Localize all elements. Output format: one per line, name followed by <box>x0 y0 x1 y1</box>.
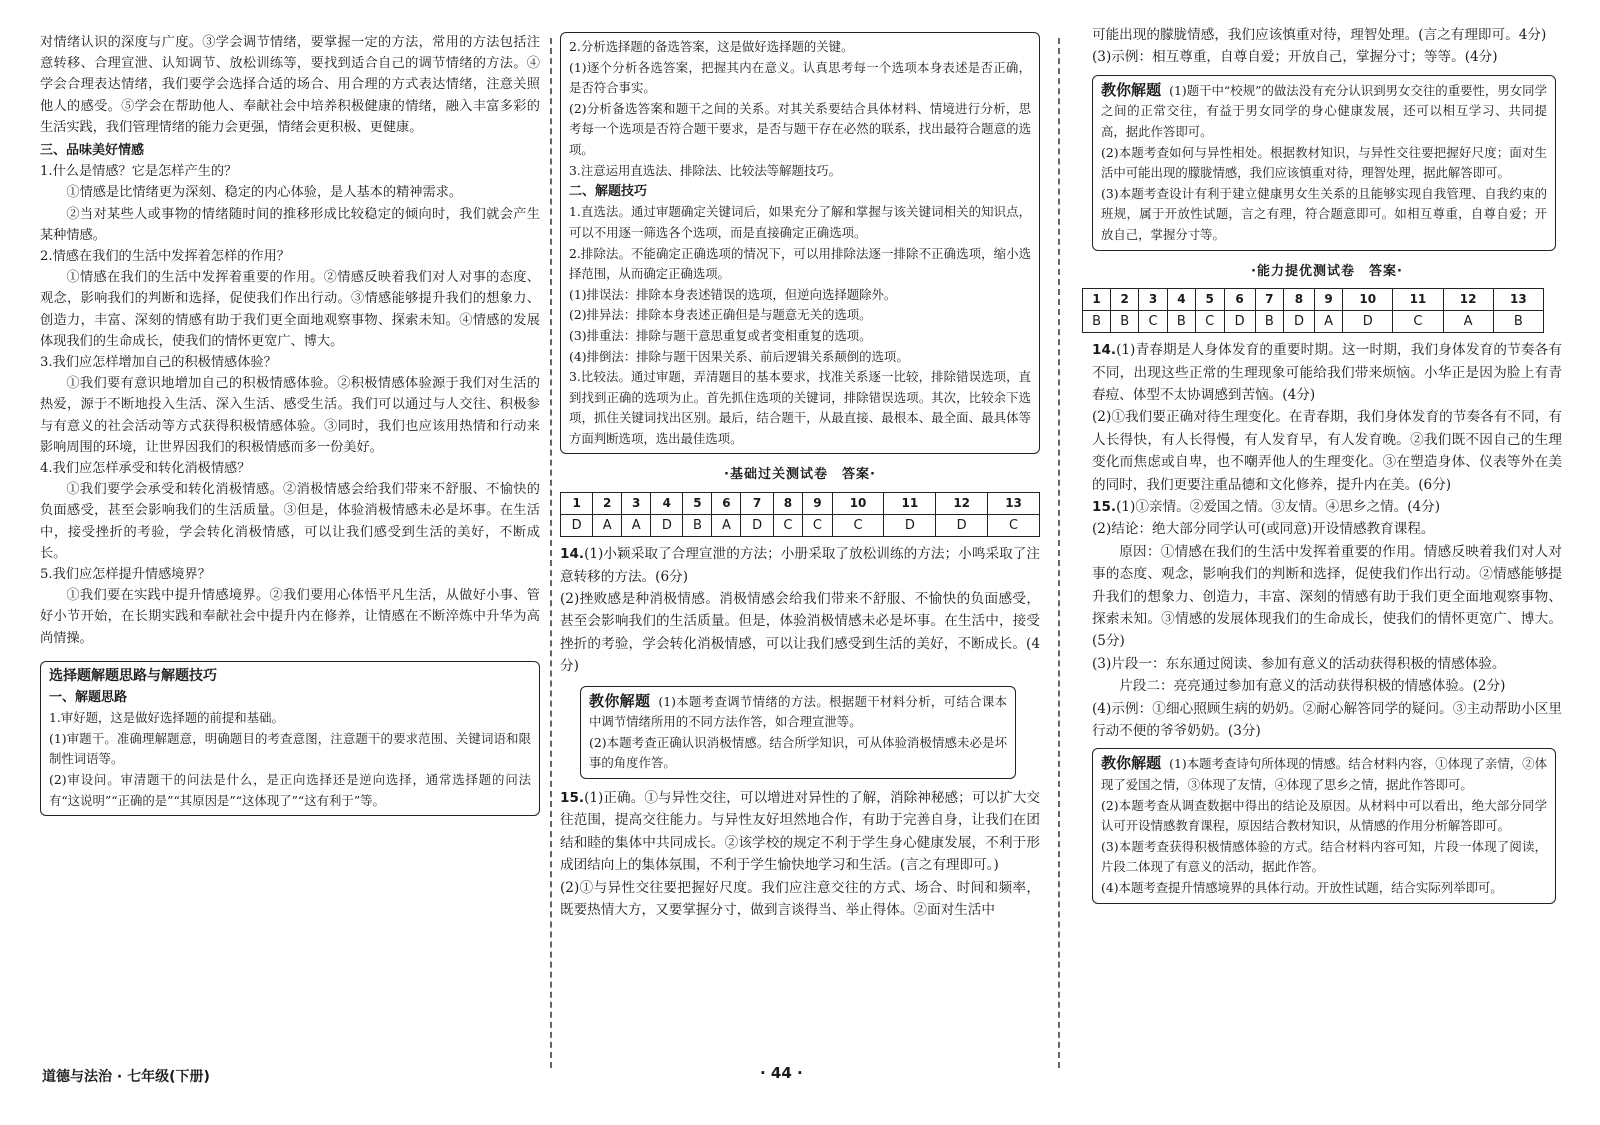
answer-15-part-1 <box>1092 496 1562 518</box>
solution-tip-line <box>589 691 1007 733</box>
answer-letter: B <box>1493 310 1543 332</box>
column-divider-left <box>550 38 552 1068</box>
question-2: 2.情感在我们的生活中发挥着怎样的作用？ <box>40 249 290 265</box>
question-number: 2 <box>593 492 622 514</box>
answer-letter: A <box>622 514 651 536</box>
solution-tip-line: (3)本题考查设计有利于建立健康男女生关系的且能够实现自我管理、自我约束的班规，属于开放性试题，言之有理，符合题意即可。如相互尊重，自尊自爱；开放自己，掌握分寸等。 <box>1101 185 1547 242</box>
question-number: 9 <box>1315 288 1343 310</box>
answer-15-part-3: (3)片段一：东东通过阅读、参加有意义的活动获得积极的情感体验。 <box>1092 655 1506 672</box>
answer-14-part-1-text: (1)小颖采取了合理宣泄的方法；小册采取了放松训练的方法；小鸣采取了注意转移的方法。(6分) <box>560 546 1040 585</box>
answer-1b: ②当对某些人或事物的情绪随时间的推移形成比较稳定的倾向时，我们就会产生某种情感。 <box>40 206 540 243</box>
question-number: 6 <box>1224 288 1255 310</box>
question-number: 6 <box>712 492 741 514</box>
answer-15-part-1-text: (1)正确。①与异性交往，可以增进对异性的了解，消除神秘感；可以扩大交往范围，提高交往能力。与异性友好坦然地合作，有助于完善自身，让我们在团结和睦的集体中共同成长。②该学校的规定不利于学生身心健康发展，不利于形成团结向上的集体氛围，不利于学生愉快地学习和生活。(言之有理即可。) <box>560 789 1040 874</box>
answer-table-answers-row <box>1083 310 1544 332</box>
answer-letter: A <box>593 514 622 536</box>
answer-letter: D <box>884 514 936 536</box>
tips-box-continued <box>560 32 1040 454</box>
question-number: 10 <box>832 492 884 514</box>
question-number-15: 15. <box>1092 499 1117 516</box>
answer-4: ①我们要学会承受和转化消极情感。②消极情感会给我们带来不舒服、不愉快的负面感受，甚至会影响我们的生活质量。③但是，体验消极情感未必是坏事。在生活中，接受挫折的考验，学会转化消极情感，可以让我们感受到生活的美好，不断成长。 <box>40 482 540 561</box>
tips-box-line: 1.审好题，这是做好选择题的前提和基础。 <box>49 710 284 726</box>
answer-letter: D <box>651 514 683 536</box>
solution-tip-line: (2)本题考查如何与异性相处。根据教材知识，与异性交往要把握好尺度；面对生活中可能出现的朦胧情感，我们应该慎重对待，理智处理，据此解答即可。 <box>1101 144 1547 181</box>
answer-14-part-1 <box>560 543 1040 588</box>
answer-letter: D <box>741 514 773 536</box>
question-number: 3 <box>1139 288 1168 310</box>
answer-14-part-1-text: (1)青春期是人身体发育的重要时期。这一时期，我们身体发育的节奏各有不同，出现这些正常的生理现象可能给我们带来烦恼。小华正是因为脸上有青春痘、体型不太协调感到苦恼。(4分) <box>1092 342 1562 403</box>
column-divider-right <box>1058 38 1060 1068</box>
question-number: 3 <box>622 492 651 514</box>
question-number: 13 <box>1493 288 1543 310</box>
basic-test-answer-table <box>560 492 1040 537</box>
answer-letter: A <box>1443 310 1493 332</box>
solution-tip-text: (1)题干中“校规”的做法没有充分认识到男女交往的重要性，男女同学之间的正常交往，有益于男女同学的身心健康发展，还可以相互学习、共同提高，据此作答即可。 <box>1101 82 1547 139</box>
question-number: 5 <box>683 492 712 514</box>
tips-box-line: 2.分析选择题的备选答案，这是做好选择题的关键。 <box>569 39 854 54</box>
tips-box-subheading: 一、解题思路 <box>49 690 128 706</box>
solution-tip-box <box>1092 75 1556 251</box>
question-number: 12 <box>1443 288 1493 310</box>
solution-tip-line: (2)本题考查正确认识消极情感。结合所学知识，可从体验消极情感未必是坏事的角度作答。 <box>589 734 1007 771</box>
question-number: 9 <box>803 492 832 514</box>
tips-box-line: 3.注意运用直选法、排除法、比较法等解题技巧。 <box>569 162 842 178</box>
solution-tip-text: (1)本题考查诗句所体现的情感。结合材料内容，①体现了亲情，②体现了爱国之情，③体现了友情，④体现了思乡之情，据此作答即可。 <box>1101 756 1547 793</box>
tips-box-line: (2)审设问。审清题干的问法是什么，是正向选择还是逆向选择，通常选择题的问法有“这说明”“正确的是”“其原因是”“这体现了”“这有利于”等。 <box>49 772 531 808</box>
solution-tip-line: (4)本题考查提升情感境界的具体行动。开放性试题，结合实际列举即可。 <box>1101 880 1503 896</box>
answer-table-numbers-row <box>1083 288 1544 310</box>
solution-tip-text: (1)本题考查调节情绪的方法。根据题干材料分析，可结合课本中调节情绪所用的不同方法作答，如合理宣泄等。 <box>589 693 1007 730</box>
answer-2: ①情感在我们的生活中发挥着重要的作用。②情感反映着我们对人对事的态度、观念，影响我们的判断和选择，促使我们作出行动。③情感能够提升我们的想象力、创造力，丰富、深刻的情感有助于我们更全面地观察事物、探索未知。④情感的发展体现我们的生命成长，使我们的情怀更宽广、博大。 <box>40 270 540 349</box>
tips-box-line: (1)审题干。准确理解题意，明确题目的考查意图，注意题干的要求范围、关键词语和限制性词语等。 <box>49 730 531 767</box>
question-number: 2 <box>1111 288 1139 310</box>
question-number: 11 <box>1393 288 1443 310</box>
answer-letter: C <box>832 514 884 536</box>
question-number: 5 <box>1195 288 1224 310</box>
basic-test-answers-title: ·基础过关测试卷 答案· <box>724 467 876 483</box>
question-number: 10 <box>1343 288 1393 310</box>
middle-column <box>560 32 1040 921</box>
tips-box-line: 2.排除法。不能确定正确选项的情况下，可以用排除法逐一排除不正确选项，缩小选择范围，从而确定正确选项。 <box>569 245 1031 282</box>
question-number: 11 <box>884 492 936 514</box>
intro-paragraph: 对情绪认识的深度与广度。③学会调节情绪，要掌握一定的方法，常用的方法包括注意转移、合理宣泄、认知调节、放松训练等，要找到适合自己的调节情绪的方法。④学会合理表达情绪，我们要学会选择合适的场合、用合理的方式表达情绪，注意关照他人的感受。⑤学会在帮助他人、奉献社会中培养积极健康的情绪，融入丰富多彩的生活实践，我们管理情绪的能力会更强，情绪会更积极、更健康。 <box>40 35 540 135</box>
right-column <box>1092 24 1562 904</box>
answer-table-answers-row <box>561 514 1040 536</box>
answer-15-part-4: (4)示例：①细心照顾生病的奶奶。②耐心解答同学的疑问。③主动帮助小区里行动不便的爷爷奶奶。(3分) <box>1092 700 1562 740</box>
answer-letter: C <box>1195 310 1224 332</box>
question-number-15: 15. <box>560 789 585 806</box>
answer-15-part-1-text: (1)①亲情。②爱国之情。③友情。④思乡之情。(4分) <box>1116 499 1441 516</box>
answer-5: ①我们要在实践中提升情感境界。②我们要用心体悟平凡生活，从做好小事、管好小节开始，在长期实践和奉献社会中提升内在修养，让情感在不断淬炼中升华为高尚情操。 <box>40 588 540 646</box>
question-number: 4 <box>1167 288 1195 310</box>
question-1: 1.什么是情感？它是怎样产生的？ <box>40 164 238 180</box>
answer-letter: C <box>988 514 1040 536</box>
tips-box <box>40 661 540 816</box>
question-number: 8 <box>773 492 802 514</box>
answer-table-numbers-row <box>561 492 1040 514</box>
advanced-test-answers-title: ·能力提优测试卷 答案· <box>1251 263 1403 279</box>
tips-box-line: (1)逐个分析各选答案，把握其内在意义。认真思考每一个选项本身表述是否正确，是否符合事实。 <box>569 59 1031 96</box>
answer-14-part-2: (2)①我们要正确对待生理变化。在青春期，我们身体发育的节奏各有不同，有人长得快，有人长得慢，有人发育早，有人发育晚。②我们既不因自己的生理变化而焦虑或自卑，也不嘲弄他人的生理变化。③在塑造身体、仪表等外在美的同时，我们更要注重品德和文化修养，提升内在美。(6分) <box>1092 409 1562 493</box>
tips-box-line: 3.比较法。通过审题，弄清题目的基本要求，找准关系逐一比较，排除错误选项，直到找到正确的选项为止。首先抓住选项的关键词，排除错误选项。其次，比较余下选项，抓住关键词找出区别。最后，结合题干，从最直接、最根本、最全面、最具体等方面判断选项，选出最佳选项。 <box>569 369 1031 446</box>
question-5: 5.我们应怎样提升情感境界？ <box>40 567 211 583</box>
answer-letter: C <box>803 514 832 536</box>
solution-tip-line: (2)本题考查从调查数据中得出的结论及原因。从材料中可以看出，绝大部分同学认可开设情感教育课程，原因结合教材知识，从情感的作用分析解答即可。 <box>1101 797 1547 834</box>
advanced-test-answer-table <box>1082 288 1544 333</box>
section-heading: 三、品味美好情感 <box>40 143 145 159</box>
tips-box-line: (1)排误法：排除本身表述错误的选项，但逆向选择题除外。 <box>569 286 897 302</box>
tips-box-title: 选择题解题思路与解题技巧 <box>49 667 217 684</box>
solution-tip-label: 教你解题 <box>1101 754 1162 773</box>
answer-15-continued: 可能出现的朦胧情感，我们应该慎重对待，理智处理。(言之有理即可。4分) <box>1092 27 1547 43</box>
tips-box-line: (4)排倒法：排除与题干因果关系、前后逻辑关系颠倒的选项。 <box>569 348 909 364</box>
answer-letter: B <box>683 514 712 536</box>
answer-14-part-2: (2)挫败感是种消极情感。消极情感会给我们带来不舒服、不愉快的负面感受，甚至会影响我们的生活质量。但是，体验消极情感未必是坏事。在生活中，接受挫折的考验，学会转化消极情感，可以让我们感受到生活的美好，不断成长。(4分) <box>560 590 1040 675</box>
tips-box-subheading: 二、解题技巧 <box>569 184 648 200</box>
answer-15-part-1 <box>560 787 1040 877</box>
page-number: · 44 · <box>760 1064 803 1082</box>
answer-letter: D <box>561 514 593 536</box>
tips-box-line: (2)排异法：排除本身表述正确但是与题意无关的选项。 <box>569 307 872 323</box>
question-number: 8 <box>1283 288 1314 310</box>
question-number: 1 <box>561 492 593 514</box>
solution-tip-line: (3)本题考查获得积极情感体验的方式。结合材料内容可知，片段一体现了阅读，片段二体现了有意义的活动，据此作答。 <box>1101 838 1547 875</box>
question-number: 7 <box>741 492 773 514</box>
answer-15-part-2: (2)结论：绝大部分同学认可(或同意)开设情感教育课程。 <box>1092 521 1435 538</box>
book-title-footer: 道德与法治 · 七年级(下册) <box>42 1069 210 1085</box>
answer-15-part-3: (3)示例：相互尊重，自尊自爱；开放自己，掌握分寸；等等。(4分) <box>1092 49 1498 66</box>
answer-letter: D <box>1224 310 1255 332</box>
question-3: 3.我们应怎样增加自己的积极情感体验？ <box>40 355 277 371</box>
answer-letter: B <box>1083 310 1111 332</box>
question-number: 12 <box>936 492 988 514</box>
answer-letter: A <box>712 514 741 536</box>
left-column <box>40 32 540 822</box>
answer-14-part-1 <box>1092 339 1562 406</box>
question-number: 13 <box>988 492 1040 514</box>
tips-box-line: (2)分析备选答案和题干之间的关系。对其关系要结合具体材料、情境进行分析，思考每一个选项是否符合题干要求，是否与题干存在必然的联系，找出最符合题意的选项。 <box>569 100 1031 157</box>
answer-letter: D <box>936 514 988 536</box>
question-number: 7 <box>1255 288 1283 310</box>
question-number-14: 14. <box>1092 342 1117 359</box>
answer-1: ①情感是比情绪更为深刻、稳定的内心体验，是人基本的精神需求。 <box>66 185 463 201</box>
tips-box-line: (3)排重法：排除与题干意思重复或者变相重复的选项。 <box>569 327 872 343</box>
answer-letter: D <box>1343 310 1393 332</box>
answer-15-part-2: (2)①与异性交往要把握好尺度。我们应注意交往的方式、场合、时间和频率，既要热情大方，又要掌握分寸，做到言谈得当、举止得体。②面对生活中 <box>560 879 1040 918</box>
answer-letter: A <box>1315 310 1343 332</box>
solution-tip-line <box>1101 80 1547 143</box>
solution-tip-label: 教你解题 <box>1101 80 1162 99</box>
question-number-14: 14. <box>560 546 585 563</box>
solution-tip-box <box>580 686 1016 779</box>
solution-tip-line <box>1101 753 1547 795</box>
question-number: 4 <box>651 492 683 514</box>
solution-tip-label: 教你解题 <box>589 691 651 710</box>
answer-15-reason: 原因：①情感在我们的生活中发挥着重要的作用。情感反映着我们对人对事的态度、观念，影响我们的判断和选择，促使我们作出行动。②情感能够提升我们的想象力、创造力，丰富、深刻的情感有助于我们更全面地观察事物、探索未知。③情感的发展体现我们的生命成长，使我们的情怀更宽广、博大。(5分) <box>1092 543 1562 650</box>
answer-letter: C <box>773 514 802 536</box>
answer-letter: C <box>1139 310 1168 332</box>
answer-letter: B <box>1255 310 1283 332</box>
answer-letter: B <box>1111 310 1139 332</box>
answer-letter: D <box>1283 310 1314 332</box>
tips-box-line: 1.直选法。通过审题确定关键词后，如果充分了解和掌握与该关键词相关的知识点，可以不用逐一筛选各个选项，而是直接确定正确选项。 <box>569 204 1031 240</box>
answer-3: ①我们要有意识地增加自己的积极情感体验。②积极情感体验源于我们对生活的热爱，源于不断地投入生活、深入生活、感受生活。我们可以通过与人交往、积极参与有意义的社会活动等方式获得积极情感体验。③同时，我们也应该用热情和行动来影响周围的环境，让世界因我们的积极情感而多一份美好。 <box>40 376 540 455</box>
answer-15-part-3b: 片段二：亮亮通过参加有意义的活动获得积极的情感体验。(2分) <box>1119 678 1506 695</box>
question-4: 4.我们应怎样承受和转化消极情感？ <box>40 461 251 477</box>
solution-tip-box-2 <box>1092 748 1556 903</box>
answer-letter: B <box>1167 310 1195 332</box>
answer-letter: C <box>1393 310 1443 332</box>
question-number: 1 <box>1083 288 1111 310</box>
